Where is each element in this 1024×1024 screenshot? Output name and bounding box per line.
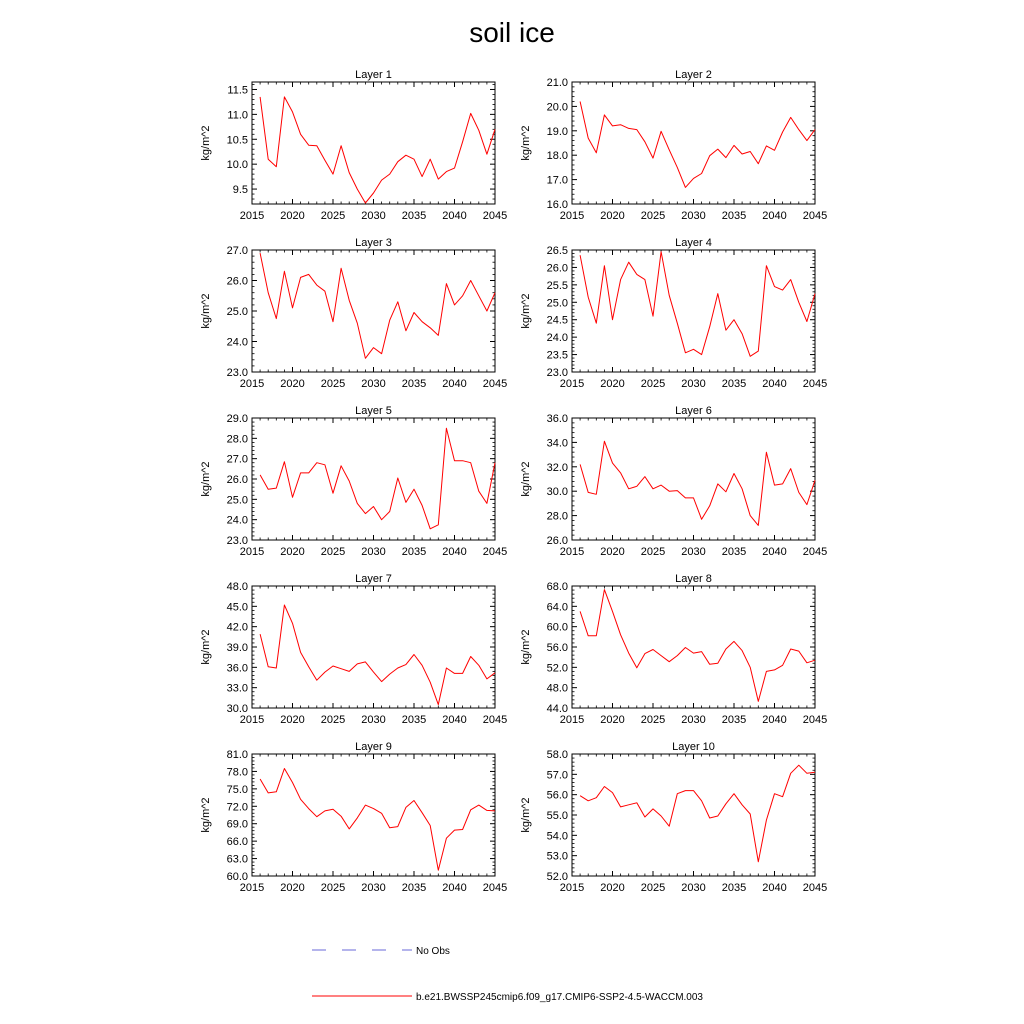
y-tick-label: 28.0 [226,433,248,446]
x-tick-label: 2045 [482,210,508,222]
y-tick-label: 36.0 [546,413,568,425]
x-tick-label: 2030 [361,378,386,390]
y-tick-label: 26.5 [546,245,568,257]
panel-title: Layer 10 [672,741,715,753]
y-tick-label: 34.0 [546,437,568,450]
y-tick-label: 56.0 [546,642,568,654]
x-tick-label: 2015 [559,546,585,558]
y-axis-label: kg/m^2 [520,629,532,665]
panel-title: Layer 7 [355,573,392,585]
x-tick-label: 2015 [559,210,585,222]
panel-title: Layer 6 [675,405,712,417]
x-tick-label: 2020 [600,882,625,894]
x-tick-label: 2025 [640,714,666,726]
y-tick-label: 39.0 [226,642,248,654]
x-tick-label: 2035 [401,546,427,558]
y-tick-label: 45.0 [226,601,248,614]
y-tick-label: 72.0 [226,801,248,814]
y-tick-label: 66.0 [226,836,248,849]
y-tick-label: 30.0 [546,486,568,499]
series-line [260,428,495,529]
x-tick-label: 2045 [482,546,508,558]
x-tick-label: 2040 [442,546,467,558]
panel-layer-5 [200,405,507,558]
y-tick-label: 52.0 [546,662,568,675]
x-tick-label: 2030 [681,882,706,894]
panel-title: Layer 3 [355,237,392,249]
x-tick-label: 2045 [802,210,828,222]
panel-layer-2 [520,69,827,222]
x-tick-label: 2040 [762,714,787,726]
y-tick-label: 17.0 [546,174,568,187]
y-tick-label: 19.0 [546,125,568,138]
series-line [580,441,815,525]
y-tick-label: 60.0 [226,871,248,883]
y-tick-label: 10.0 [226,159,248,172]
y-tick-label: 23.0 [546,367,568,379]
y-tick-label: 78.0 [226,766,248,779]
x-tick-label: 2020 [280,546,305,558]
y-tick-label: 28.0 [546,510,568,523]
y-tick-label: 26.0 [546,535,568,547]
x-tick-label: 2035 [721,546,747,558]
y-tick-label: 48.0 [546,682,568,695]
y-tick-label: 33.0 [226,682,248,695]
x-tick-label: 2030 [681,210,706,222]
x-tick-label: 2030 [681,714,706,726]
panels [200,69,827,894]
y-tick-label: 53.0 [546,850,568,863]
series-line [260,605,495,705]
x-tick-label: 2025 [640,882,666,894]
x-tick-label: 2030 [361,714,386,726]
y-tick-label: 29.0 [226,413,248,425]
plot-frame [252,754,495,876]
y-axis-label: kg/m^2 [200,461,212,497]
panel-title: Layer 8 [675,573,712,585]
legend-entry-no-obs [312,946,450,957]
x-tick-label: 2020 [600,378,625,390]
y-axis-label: kg/m^2 [520,797,532,833]
y-tick-label: 25.0 [546,297,568,310]
x-tick-label: 2045 [802,546,828,558]
series-line [580,102,815,188]
y-tick-label: 11.0 [227,109,248,122]
y-tick-label: 20.0 [546,101,568,114]
y-tick-label: 81.0 [226,749,248,761]
plot-frame [252,82,495,204]
x-tick-label: 2040 [442,210,467,222]
y-tick-label: 25.0 [226,306,248,318]
y-tick-label: 56.0 [546,789,568,802]
x-tick-label: 2015 [559,882,585,894]
x-tick-label: 2020 [280,210,305,222]
y-axis-label: kg/m^2 [200,293,212,329]
x-tick-label: 2015 [239,714,265,726]
x-tick-label: 2025 [640,378,666,390]
x-tick-label: 2040 [442,882,467,894]
y-tick-label: 27.0 [226,453,248,466]
y-tick-label: 42.0 [226,621,248,634]
y-tick-label: 64.0 [546,601,568,614]
panel-layer-6 [520,405,827,558]
x-tick-label: 2015 [239,210,265,222]
y-tick-label: 57.0 [546,769,568,782]
legend-entry-model-run [312,992,703,1003]
x-tick-label: 2035 [721,378,747,390]
plot-frame [572,754,815,876]
x-tick-label: 2020 [600,714,625,726]
y-tick-label: 25.5 [546,279,568,292]
panel-title: Layer 5 [355,405,392,417]
panel-layer-3 [200,237,507,390]
x-tick-label: 2025 [320,546,346,558]
x-tick-label: 2015 [559,714,585,726]
y-tick-label: 23.5 [546,349,568,362]
y-tick-label: 24.0 [546,332,568,345]
x-tick-label: 2015 [239,882,265,894]
legend [312,946,703,1003]
panel-title: Layer 4 [675,237,712,249]
y-tick-label: 52.0 [546,871,568,883]
panel-layer-1 [200,69,507,222]
x-tick-label: 2025 [320,210,346,222]
y-tick-label: 9.5 [232,184,248,197]
y-tick-label: 25.0 [226,494,248,507]
x-tick-label: 2040 [762,882,787,894]
x-tick-label: 2015 [559,378,585,390]
x-tick-label: 2030 [361,210,386,222]
y-tick-label: 24.0 [226,514,248,527]
x-tick-label: 2040 [762,546,787,558]
x-tick-label: 2020 [280,714,305,726]
y-tick-label: 26.0 [226,474,248,486]
y-tick-label: 36.0 [226,662,248,675]
y-tick-label: 23.0 [226,535,248,547]
y-tick-label: 24.5 [546,314,568,327]
y-tick-label: 23.0 [226,367,248,379]
y-tick-label: 32.0 [546,461,568,474]
plot-frame [252,586,495,708]
y-tick-label: 11.5 [227,84,248,97]
x-tick-label: 2020 [280,882,305,894]
x-tick-label: 2045 [802,378,828,390]
y-tick-label: 30.0 [226,703,248,715]
y-tick-label: 18.0 [546,150,568,163]
panel-title: Layer 9 [355,741,392,753]
y-axis-label: kg/m^2 [200,797,212,833]
y-tick-label: 16.0 [546,199,568,211]
series-line [260,769,495,871]
x-tick-label: 2025 [320,378,346,390]
x-tick-label: 2035 [401,210,427,222]
series-line [580,590,815,702]
x-tick-label: 2045 [482,378,508,390]
y-tick-label: 44.0 [546,703,568,715]
x-tick-label: 2035 [401,378,427,390]
y-axis-label: kg/m^2 [200,125,212,161]
plot-frame [572,82,815,204]
x-tick-label: 2040 [762,210,787,222]
x-tick-label: 2020 [600,546,625,558]
y-tick-label: 63.0 [226,853,248,866]
y-tick-label: 75.0 [226,783,248,796]
x-tick-label: 2015 [239,546,265,558]
y-tick-label: 55.0 [546,810,568,822]
y-tick-label: 68.0 [546,581,568,593]
y-tick-label: 21.0 [546,77,568,89]
y-tick-label: 27.0 [226,245,248,257]
x-tick-label: 2045 [482,714,508,726]
series-line [260,97,495,203]
x-tick-label: 2035 [401,882,427,894]
x-tick-label: 2025 [320,714,346,726]
plot-frame [572,418,815,540]
legend-label-model-run: b.e21.BWSSP245cmip6.f09_g17.CMIP6-SSP2-4.5-WACCM.003 [416,992,703,1003]
x-tick-label: 2020 [280,378,305,390]
panel-layer-8 [520,573,827,726]
y-tick-label: 58.0 [546,749,568,761]
x-tick-label: 2035 [721,882,747,894]
x-tick-label: 2035 [401,714,427,726]
x-tick-label: 2025 [640,546,666,558]
plot-frame [252,250,495,372]
y-axis-label: kg/m^2 [520,125,532,161]
series-line [580,252,815,357]
x-tick-label: 2030 [681,378,706,390]
y-tick-label: 54.0 [546,830,568,843]
x-tick-label: 2045 [802,882,828,894]
y-tick-label: 48.0 [226,581,248,593]
figure-title: soil ice [469,17,555,48]
panel-layer-7 [200,573,507,726]
series-line [260,253,495,358]
legend-label-no-obs: No Obs [416,946,450,957]
x-tick-label: 2030 [681,546,706,558]
y-tick-label: 10.5 [226,134,248,147]
y-axis-label: kg/m^2 [520,461,532,497]
x-tick-label: 2020 [600,210,625,222]
y-axis-label: kg/m^2 [200,629,212,665]
y-tick-label: 60.0 [546,621,568,634]
x-tick-label: 2015 [239,378,265,390]
x-tick-label: 2035 [721,210,747,222]
x-tick-label: 2030 [361,546,386,558]
x-tick-label: 2035 [721,714,747,726]
plot-frame [572,250,815,372]
panel-title: Layer 2 [675,69,712,81]
y-tick-label: 24.0 [226,336,248,349]
x-tick-label: 2040 [442,714,467,726]
y-axis-label: kg/m^2 [520,293,532,329]
x-tick-label: 2025 [320,882,346,894]
panel-title: Layer 1 [355,69,392,81]
y-tick-label: 26.0 [226,275,248,288]
panel-layer-10 [520,741,827,894]
y-tick-label: 69.0 [226,818,248,831]
panel-layer-9 [200,741,507,894]
panel-layer-4 [520,237,827,390]
plot-frame [572,586,815,708]
y-tick-label: 26.0 [546,262,568,275]
x-tick-label: 2040 [442,378,467,390]
series-line [580,765,815,862]
x-tick-label: 2045 [802,714,828,726]
x-tick-label: 2030 [361,882,386,894]
x-tick-label: 2040 [762,378,787,390]
x-tick-label: 2025 [640,210,666,222]
x-tick-label: 2045 [482,882,508,894]
